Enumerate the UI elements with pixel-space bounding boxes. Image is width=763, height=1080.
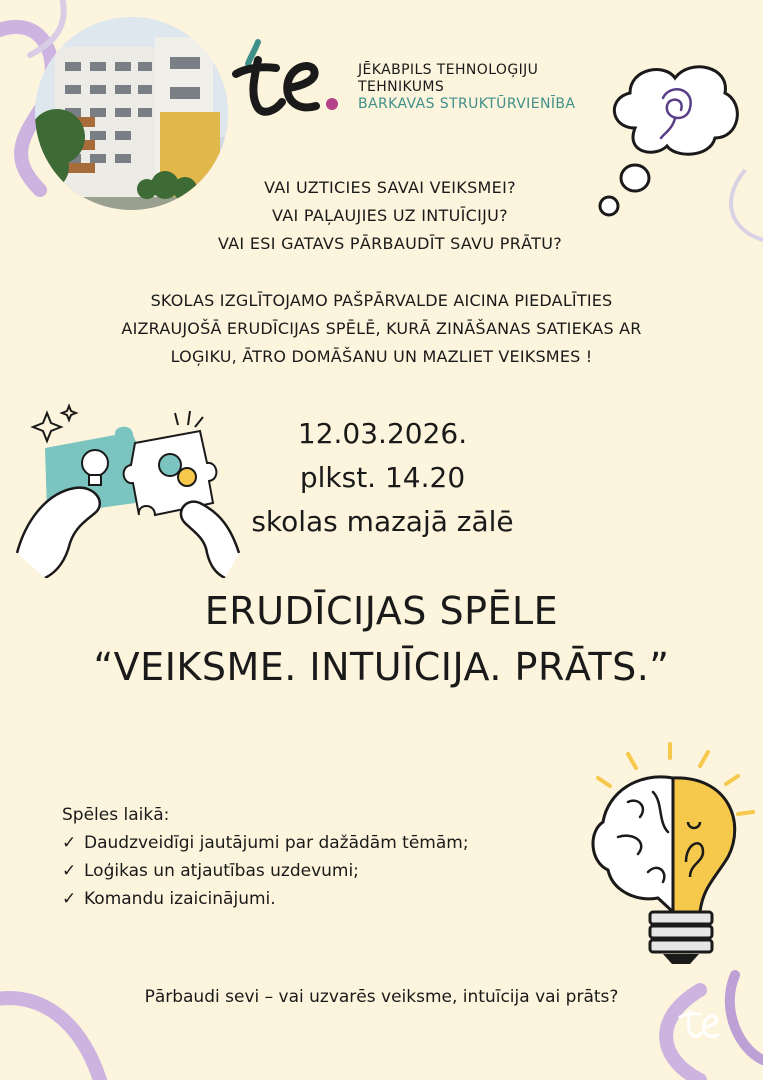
- puzzle-hands-icon: [15, 403, 240, 578]
- org-line-2: TEHNIKUMS: [358, 79, 445, 95]
- question-3: VAI ESI GATAVS PĀRBAUDĪT SAVU PRĀTU?: [217, 234, 563, 253]
- list-item: [62, 829, 469, 857]
- question-1: VAI UZTICIES SAVAI VEIKSMEI?: [264, 178, 516, 197]
- org-line-1: JĒKABPILS TEHNOLOĢIJU: [358, 62, 539, 78]
- list-item: [62, 857, 469, 885]
- list-item: [62, 885, 469, 913]
- invite-line-2: AIZRAUJOŠĀ ERUDĪCIJAS SPĒLĒ, KURĀ ZINĀŠANAS SATIEKAS AR: [121, 319, 642, 338]
- title-line-1: ERUDĪCIJAS SPĒLE: [204, 589, 559, 633]
- event-time: plkst. 14.20: [299, 461, 466, 494]
- footer-text: Pārbaudi sevi – vai uzvarēs veiksme, intuīcija vai prāts?: [144, 987, 619, 1007]
- questions-block: [150, 174, 630, 258]
- brain-lightbulb-icon: [578, 742, 763, 967]
- event-title: [0, 583, 763, 695]
- org-line-3: BARKAVAS STRUKTŪRVIENĪBA: [358, 96, 576, 112]
- check-icon: ✓: [62, 861, 77, 881]
- check-icon: ✓: [62, 889, 77, 909]
- list-item-text: Komandu izaicinājumi.: [84, 889, 276, 909]
- invitation-text: [40, 287, 723, 371]
- invite-line-1: SKOLAS IZGLĪTOJAMO PAŠPĀRVALDE AICINA PIEDALĪTIES: [150, 291, 613, 310]
- event-details: [210, 412, 555, 544]
- during-heading: Spēles laikā:: [62, 805, 170, 825]
- check-icon: ✓: [62, 833, 77, 853]
- question-2: VAI PAĻAUJIES UZ INTUĪCIJU?: [272, 206, 508, 225]
- event-place: skolas mazajā zālē: [251, 505, 514, 538]
- organization-name: [358, 62, 575, 113]
- list-item-text: Daudzveidīgi jautājumi par dažādām tēmām;: [84, 833, 469, 853]
- during-game-list: [62, 801, 469, 913]
- title-line-2: “VEIKSME. INTUĪCIJA. PRĀTS.”: [93, 645, 670, 689]
- invite-line-3: LOĢIKU, ĀTRO DOMĀŠANU UN MAZLIET VEIKSMES !: [170, 347, 593, 366]
- te-watermark-icon: [676, 1003, 726, 1043]
- te-logo-icon: [232, 38, 344, 120]
- event-date: 12.03.2026.: [297, 417, 468, 450]
- list-item-text: Loģikas un atjautības uzdevumi;: [84, 861, 359, 881]
